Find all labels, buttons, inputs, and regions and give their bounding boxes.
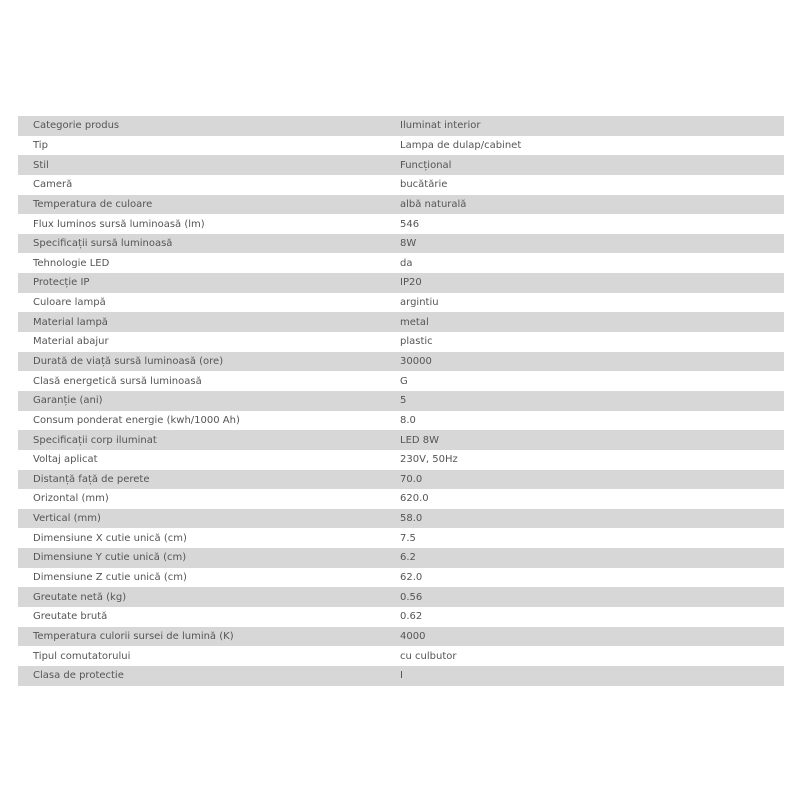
spec-label: Specificații corp iluminat — [33, 434, 157, 446]
spec-value: G — [400, 375, 408, 387]
spec-label: Orizontal (mm) — [33, 493, 109, 505]
table-row — [18, 489, 784, 509]
table-row — [18, 391, 784, 411]
spec-label: Cameră — [33, 179, 73, 191]
spec-label: Dimensiune Z cutie unică (cm) — [33, 572, 187, 584]
spec-value: albă naturală — [400, 198, 467, 210]
spec-label: Temperatura culorii sursei de lumină (K) — [33, 630, 234, 642]
spec-value: 70.0 — [400, 473, 423, 485]
spec-label: Stil — [33, 159, 49, 171]
table-row — [18, 273, 784, 293]
spec-label: Material lampă — [33, 316, 108, 328]
spec-value: bucătărie — [400, 179, 448, 191]
spec-value: plastic — [400, 336, 433, 348]
spec-value: 58.0 — [400, 513, 423, 525]
table-row — [18, 411, 784, 431]
spec-label: Protecție IP — [33, 277, 90, 289]
spec-label: Garanție (ani) — [33, 395, 103, 407]
spec-label: Temperatura de culoare — [33, 198, 153, 210]
table-row — [18, 116, 784, 136]
spec-label: Dimensiune Y cutie unică (cm) — [33, 552, 187, 564]
table-row — [18, 175, 784, 195]
spec-value: 30000 — [400, 356, 432, 367]
spec-label: Culoare lampă — [33, 297, 106, 309]
table-row — [18, 509, 784, 529]
spec-label: Material abajur — [33, 336, 109, 348]
spec-label: Clasa de protectie — [33, 670, 124, 682]
spec-label: Voltaj aplicat — [33, 454, 98, 466]
spec-value: 8W — [400, 238, 417, 250]
spec-value: 620.0 — [400, 493, 429, 505]
spec-value: cu culbutor — [400, 650, 457, 662]
spec-label: Tip — [33, 139, 48, 151]
table-row — [18, 332, 784, 352]
table-row — [18, 195, 784, 215]
spec-value: 62.0 — [400, 572, 423, 584]
spec-value: 5 — [400, 395, 407, 407]
spec-label: Tipul comutatorului — [33, 650, 131, 662]
table-row — [18, 352, 784, 372]
spec-label: Dimensiune X cutie unică (cm) — [33, 532, 187, 544]
spec-value: da — [400, 257, 413, 269]
table-row — [18, 155, 784, 175]
spec-value: 546 — [400, 218, 420, 230]
spec-value: 8.0 — [400, 414, 416, 426]
spec-value: 0.62 — [400, 611, 423, 623]
table-row — [18, 234, 784, 254]
table-row — [18, 253, 784, 273]
spec-label: Distanță față de perete — [33, 473, 150, 485]
spec-label: Categorie produs — [33, 120, 120, 132]
spec-value: 4000 — [400, 630, 426, 642]
spec-value: IP20 — [400, 277, 422, 289]
table-row — [18, 450, 784, 470]
spec-value: Funcțional — [400, 159, 452, 171]
spec-value: Iluminat interior — [400, 120, 481, 132]
spec-label: Clasă energetică sursă luminoasă — [33, 375, 202, 387]
table-row — [18, 627, 784, 647]
spec-value: Lampa de dulap/cabinet — [400, 139, 522, 151]
spec-label: Tehnologie LED — [33, 257, 110, 269]
spec-label: Specificații sursă luminoasă — [33, 238, 173, 250]
table-row — [18, 293, 784, 313]
spec-label: Flux luminos sursă luminoasă (lm) — [33, 218, 205, 230]
table-row — [18, 214, 784, 234]
table-row — [18, 587, 784, 607]
table-row — [18, 528, 784, 548]
spec-value: I — [400, 670, 403, 682]
table-row — [18, 607, 784, 627]
spec-value: LED 8W — [400, 434, 440, 446]
spec-label: Greutate brută — [33, 611, 108, 623]
table-row — [18, 568, 784, 588]
table-row — [18, 136, 784, 156]
spec-value: 230V, 50Hz — [400, 454, 458, 466]
table-row — [18, 430, 784, 450]
table-row — [18, 371, 784, 391]
spec-value: argintiu — [400, 297, 439, 309]
table-row — [18, 312, 784, 332]
spec-value: 6.2 — [400, 552, 416, 564]
spec-label: Greutate netă (kg) — [33, 591, 127, 603]
spec-label: Consum ponderat energie (kwh/1000 Ah) — [33, 414, 240, 426]
table-row — [18, 548, 784, 568]
spec-value: 0.56 — [400, 591, 423, 603]
spec-value: 7.5 — [400, 532, 416, 544]
table-row — [18, 646, 784, 666]
table-row — [18, 666, 784, 686]
spec-label: Vertical (mm) — [33, 513, 101, 525]
spec-value: metal — [400, 316, 429, 328]
spec-label: Durată de viață sursă luminoasă (ore) — [33, 356, 224, 367]
table-row — [18, 470, 784, 490]
spec-table — [18, 116, 784, 686]
